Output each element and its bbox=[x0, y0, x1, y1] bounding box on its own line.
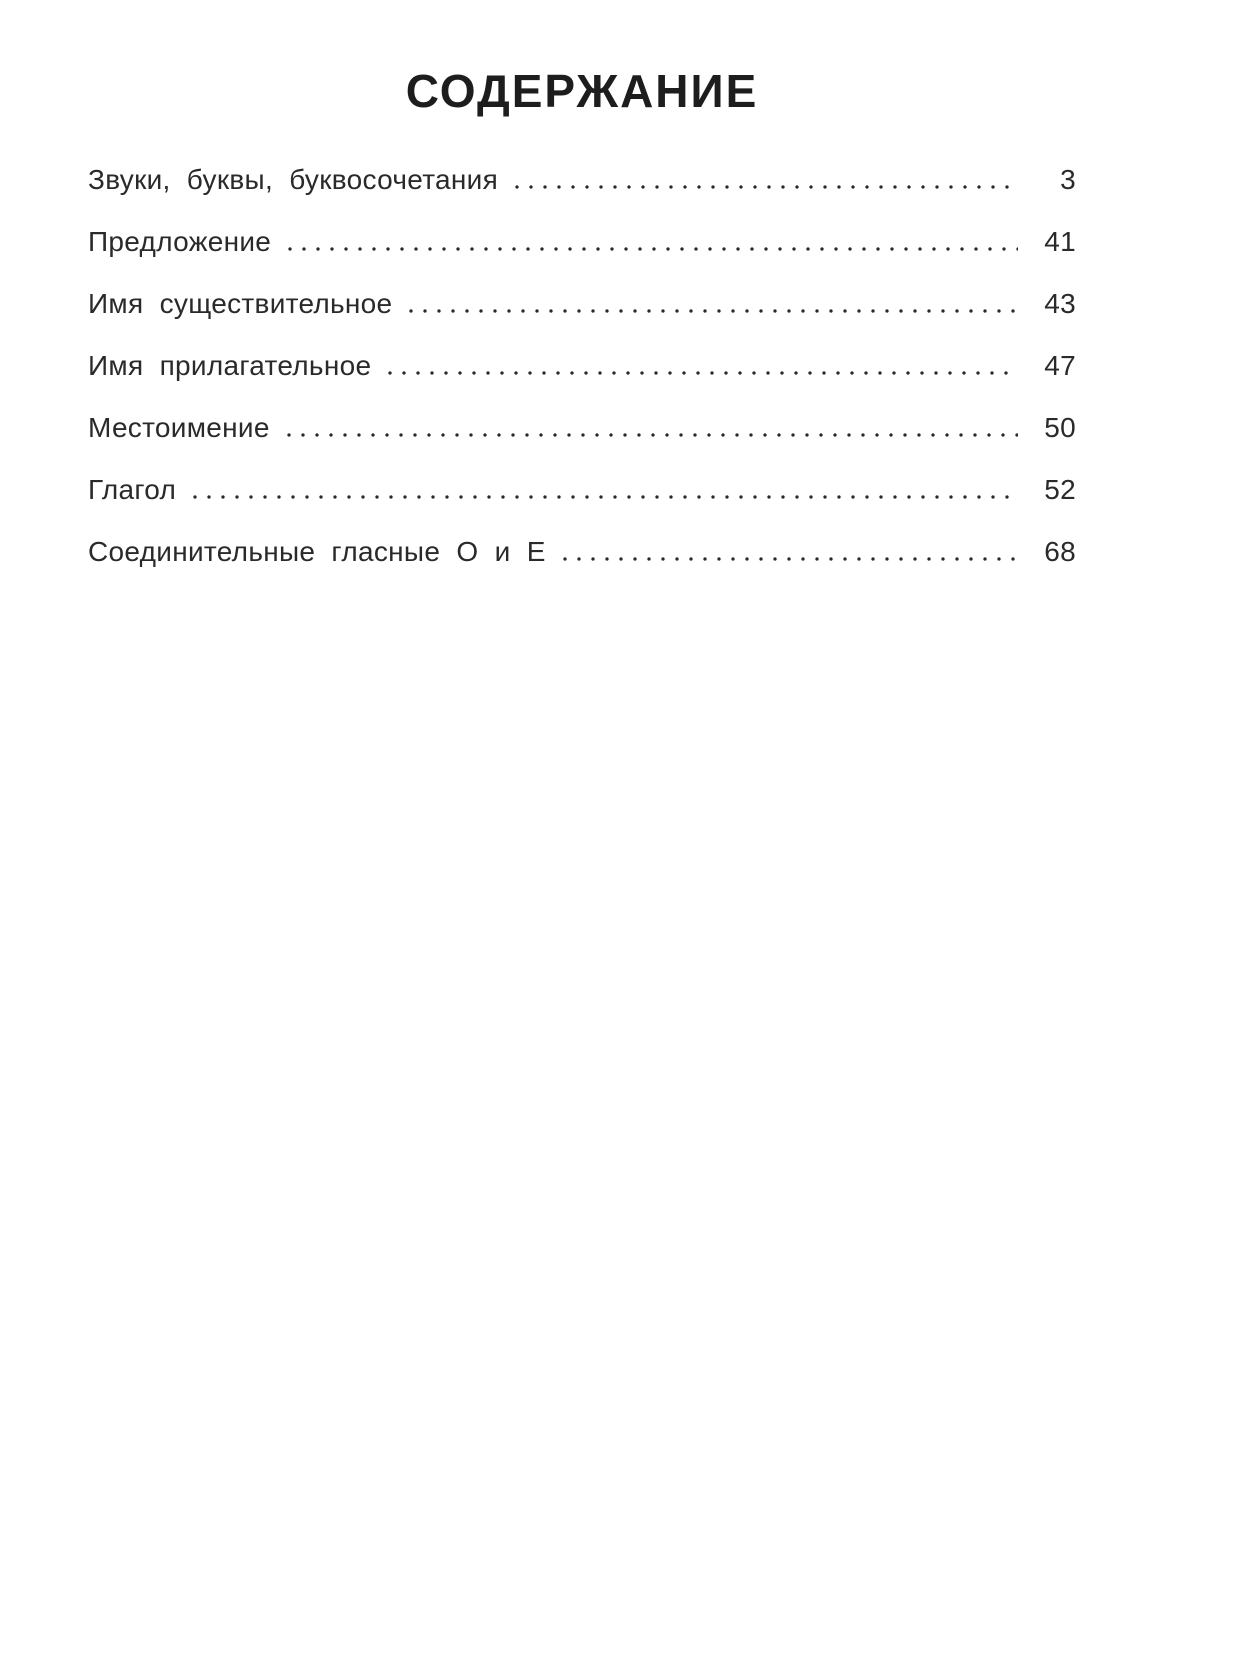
toc-entry-label: Имя прилагательное bbox=[88, 350, 372, 381]
toc-entry bbox=[88, 226, 1076, 257]
dot-leader bbox=[188, 495, 1018, 499]
toc-entry-page: 68 bbox=[1044, 536, 1076, 567]
toc-entry bbox=[88, 474, 1076, 505]
toc-entry-page: 3 bbox=[1060, 164, 1076, 195]
toc-entry-label: Звуки, буквы, буквосочетания bbox=[88, 164, 499, 195]
toc-entry-label: Глагол bbox=[88, 474, 177, 505]
toc-entry-label: Соединительные гласные О и Е bbox=[88, 536, 546, 567]
toc-entry bbox=[88, 288, 1076, 319]
toc-entry bbox=[88, 536, 1076, 567]
dot-leader bbox=[282, 433, 1018, 437]
toc-list bbox=[88, 164, 1076, 567]
dot-leader bbox=[383, 371, 1018, 375]
toc-entry-label: Предложение bbox=[88, 226, 272, 257]
toc-entry-page: 50 bbox=[1044, 412, 1076, 443]
dot-leader bbox=[510, 185, 1018, 189]
toc-entry-page: 52 bbox=[1044, 474, 1076, 505]
toc-entry-page: 47 bbox=[1044, 350, 1076, 381]
dot-leader bbox=[283, 247, 1018, 251]
toc-entry-page: 43 bbox=[1044, 288, 1076, 319]
dot-leader bbox=[558, 557, 1018, 561]
toc-entry bbox=[88, 350, 1076, 381]
toc-entry bbox=[88, 412, 1076, 443]
toc-entry bbox=[88, 164, 1076, 195]
dot-leader bbox=[404, 309, 1018, 313]
toc-entry-page: 41 bbox=[1044, 226, 1076, 257]
toc-entry-label: Имя существительное bbox=[88, 288, 393, 319]
toc-entry-label: Местоимение bbox=[88, 412, 270, 443]
page-title: СОДЕРЖАНИЕ bbox=[405, 65, 759, 117]
